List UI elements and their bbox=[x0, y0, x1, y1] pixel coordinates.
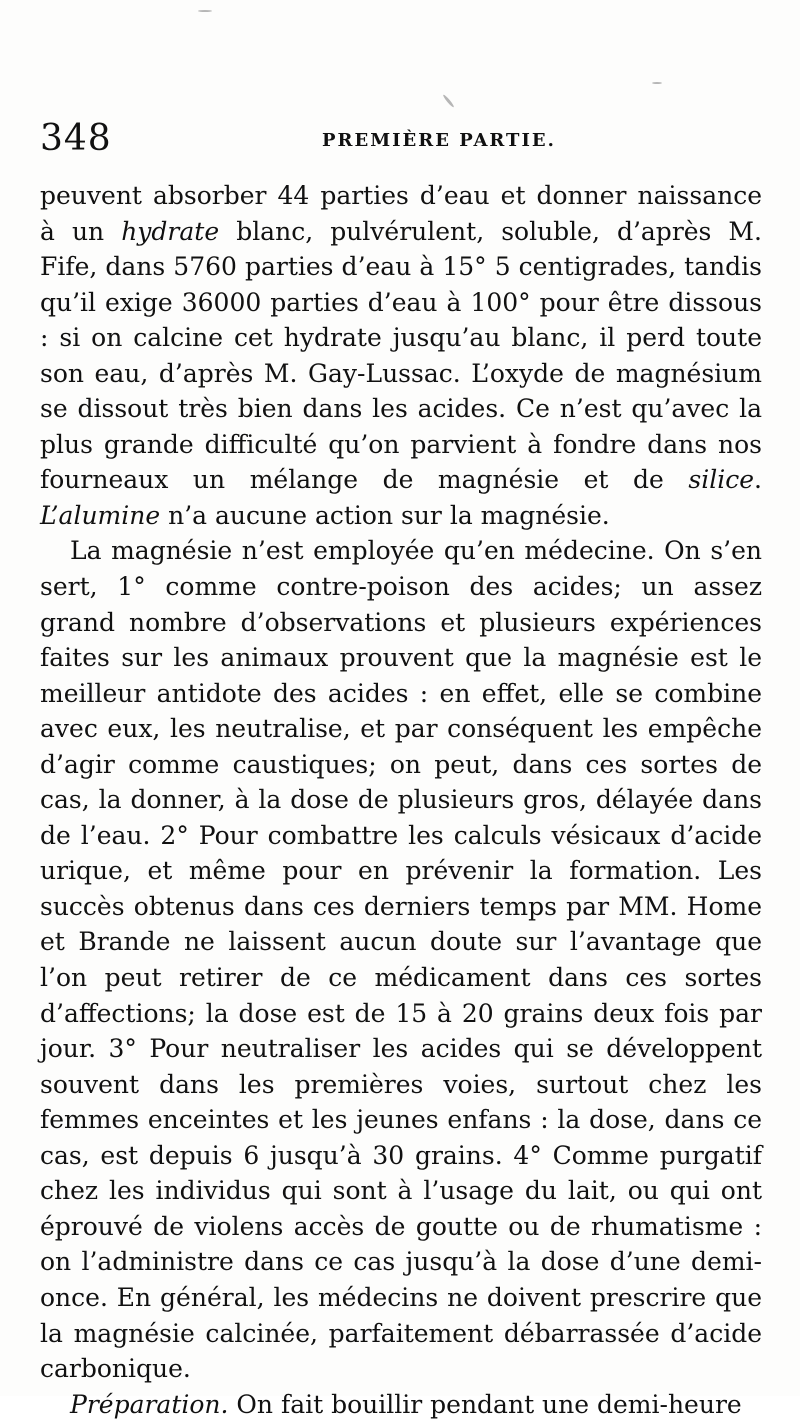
paragraph-1 bbox=[40, 178, 762, 533]
ink-speck bbox=[652, 82, 662, 84]
paragraph-1-italic-hydrate: hydrate bbox=[121, 216, 220, 246]
paragraph-3-text: On fait bouillir pendant une demi-heure bbox=[228, 1389, 742, 1419]
paragraph-1-text-end: n’a aucune action sur la magnésie. bbox=[160, 500, 610, 530]
ink-speck bbox=[198, 10, 212, 12]
ink-speck bbox=[442, 94, 455, 108]
paragraph-1-italic-silice: silice bbox=[688, 465, 755, 495]
paragraph-1-text-punctuation: . bbox=[754, 465, 762, 495]
paragraph-1-text-middle: blanc, pulvérulent, soluble, d’après M. Fife, dans 5760 parties d’eau à 15° 5 centigrades, tandis qu’il exige 36000 parties d’eau à 100° pour être dissous : si on calcine cet hydrate jusqu’au blanc, il perd toute son eau, d’après M. Gay-Lussac. L’oxyde de magnésium se dissout très bien dans les acides. Ce n’est qu’avec la plus grande difficulté qu’on parvient à fondre dans nos fourneaux un mélange de magnésie et de bbox=[40, 216, 762, 495]
paragraph-1-italic-alumine: L’alumine bbox=[40, 500, 161, 530]
paragraph-3 bbox=[40, 1387, 762, 1422]
running-head: PREMIÈRE PARTIE. bbox=[322, 130, 556, 151]
paragraph-1-text-start: peuvent absorber 44 parties d’eau et donner naissance à un bbox=[40, 181, 762, 246]
page-number: 348 bbox=[40, 118, 112, 159]
page-body bbox=[40, 178, 762, 1422]
page-header bbox=[40, 118, 760, 168]
paragraph-2: La magnésie n’est employée qu’en médecine. On s’en sert, 1° comme contre-poison des acides; un assez grand nombre d’observations et plusieurs expériences faites sur les animaux prouvent que la magnésie est le meilleur antidote des acides : en effet, elle se combine avec eux, les neutralise, et par conséquent les empêche d’agir comme caustiques; on peut, dans ces sortes de cas, la donner, à la dose de plusieurs gros, délayée dans de l’eau. 2° Pour combattre les calculs vésicaux d’acide urique, et même pour en prévenir la formation. Les succès obtenus dans ces derniers temps par MM. Home et Brande ne laissent aucun doute sur l’avantage que l’on peut retirer de ce médicament dans ces sortes d’affections; la dose est de 15 à 20 grains deux fois par jour. 3° Pour neutraliser les acides qui se développent souvent dans les premières voies, surtout chez les femmes enceintes et les jeunes enfans : la dose, dans ce cas, est depuis 6 jusqu’à 30 grains. 4° Comme purgatif chez les individus qui sont à l’usage du lait, ou qui ont éprouvé de violens accès de goutte ou de rhumatisme : on l’administre dans ce cas jusqu’à la dose d’une demi-once. En général, les médecins ne doivent prescrire que la magnésie calcinée, parfaitement débarrassée d’acide carbonique. bbox=[40, 536, 762, 1384]
paragraph-3-italic-preparation: Préparation. bbox=[70, 1389, 229, 1419]
